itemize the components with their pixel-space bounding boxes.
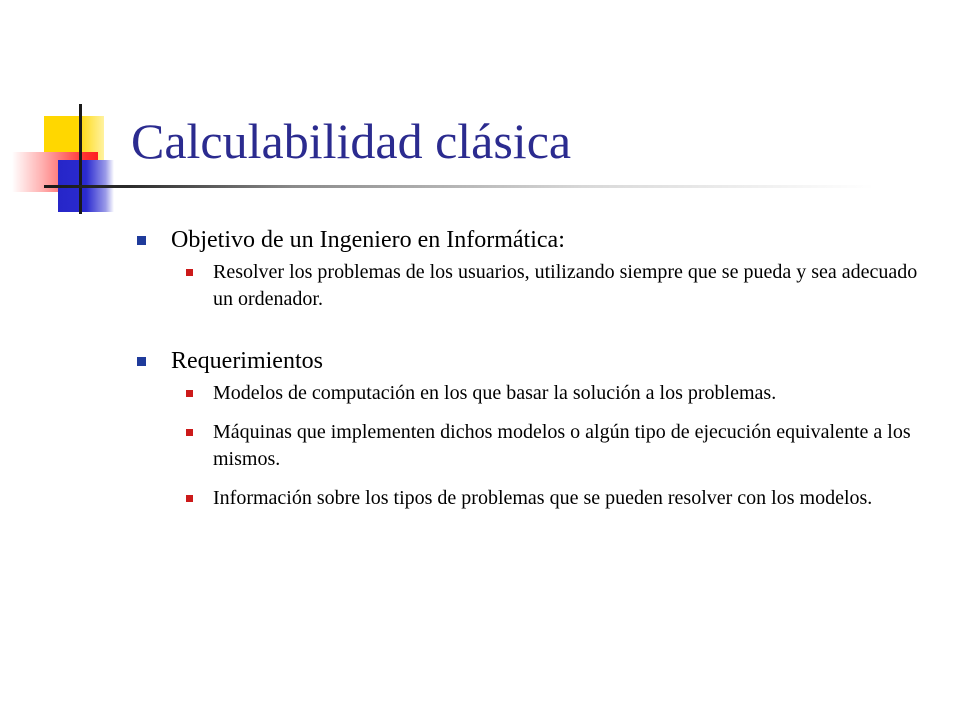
bullet-requerimientos bbox=[137, 345, 927, 377]
square-bullet-icon bbox=[137, 236, 146, 245]
square-bullet-icon bbox=[137, 357, 146, 366]
sub-bullet-informacion bbox=[172, 485, 927, 512]
slide-content bbox=[137, 224, 927, 512]
sub-bullet-modelos bbox=[172, 380, 927, 407]
sub-bullet-maquinas bbox=[172, 419, 927, 473]
square-bullet-icon bbox=[186, 429, 193, 436]
bullet-objetivo bbox=[137, 224, 927, 256]
sub-bullet-text: Información sobre los tipos de problemas que se pueden resolver con los modelos. bbox=[213, 487, 873, 509]
title-underline bbox=[44, 185, 874, 188]
bullet-text: Objetivo de un Ingeniero en Informática: bbox=[171, 227, 565, 253]
square-bullet-icon bbox=[186, 269, 193, 276]
slide-title: Calculabilidad clásica bbox=[131, 113, 572, 169]
sub-bullet-resolver bbox=[172, 259, 927, 313]
sub-bullet-text: Resolver los problemas de los usuarios, utilizando siempre que se pueda y sea adecuado un ordenador. bbox=[213, 261, 918, 310]
square-bullet-icon bbox=[186, 390, 193, 397]
bullet-text: Requerimientos bbox=[171, 348, 323, 374]
square-bullet-icon bbox=[186, 495, 193, 502]
sub-bullet-text: Máquinas que implementen dichos modelos o algún tipo de ejecución equivalente a los mismos. bbox=[213, 421, 911, 470]
decorative-vertical-line bbox=[79, 104, 82, 214]
sub-bullet-text: Modelos de computación en los que basar la solución a los problemas. bbox=[213, 382, 777, 404]
